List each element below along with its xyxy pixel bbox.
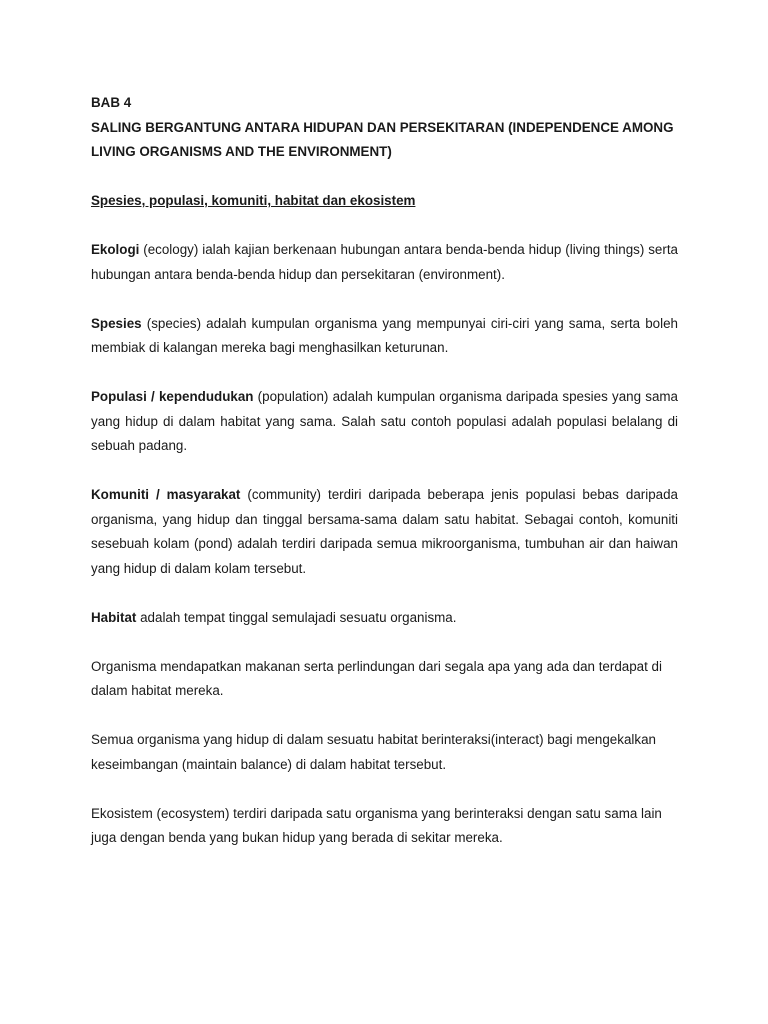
chapter-heading: BAB 4 [91,95,132,110]
paragraph-komuniti [91,483,678,581]
definition-spesies: (species) adalah kumpulan organisma yang mempunyai ciri-ciri yang sama, serta boleh membiak di kalangan mereka bagi menghasilkan keturunan. [91,315,678,355]
paragraph-interaksi: Semua organisma yang hidup di dalam sesuatu habitat berinteraksi(interact) bagi mengekalkan keseimbangan (maintain balance) di dalam habitat tersebut. [91,732,656,772]
term-spesies: Spesies [91,315,142,331]
chapter-title: SALING BERGANTUNG ANTARA HIDUPAN DAN PERSEKITARAN (INDEPENDENCE AMONG LIVING ORGANISMS AND THE ENVIRONMENT) [91,119,674,159]
paragraph-habitat [91,606,678,631]
definition-ekologi: (ecology) ialah kajian berkenaan hubungan antara benda-benda hidup (living things) serta hubungan antara benda-benda hidup dan persekitaran (environment). [91,242,678,282]
paragraph-ekologi [91,238,678,287]
term-komuniti: Komuniti / masyarakat [91,487,241,502]
paragraph-ekosistem: Ekosistem (ecosystem) terdiri daripada satu organisma yang berinteraksi dengan satu sama lain juga dengan benda yang bukan hidup yang berada di sekitar mereka. [91,805,662,845]
definition-habitat: adalah tempat tinggal semulajadi sesuatu organisma. [136,609,457,625]
term-ekologi: Ekologi [91,242,140,257]
document-page [91,91,678,851]
definition-komuniti: (community) terdiri daripada beberapa jenis populasi bebas daripada organisma, yang hidup dan tinggal bersama-sama dalam satu habitat. Sebagai contoh, komuniti sesebuah kolam (pond) adalah terdiri daripada semua mikroorganisma, tumbuhan air dan haiwan yang hidup di dalam kolam tersebut. [91,487,678,576]
definition-populasi: (population) adalah kumpulan organisma daripada spesies yang sama yang hidup di dalam habitat yang sama. Salah satu contoh populasi adalah populasi belalang di sebuah padang. [91,389,678,453]
term-populasi: Populasi / kependudukan [91,389,254,404]
section-heading: Spesies, populasi, komuniti, habitat dan ekosistem [91,193,416,208]
paragraph-spesies [91,312,678,361]
paragraph-populasi [91,385,678,459]
paragraph-organisma: Organisma mendapatkan makanan serta perlindungan dari segala apa yang ada dan terdapat di dalam habitat mereka. [91,658,662,698]
term-habitat: Habitat [91,609,137,625]
